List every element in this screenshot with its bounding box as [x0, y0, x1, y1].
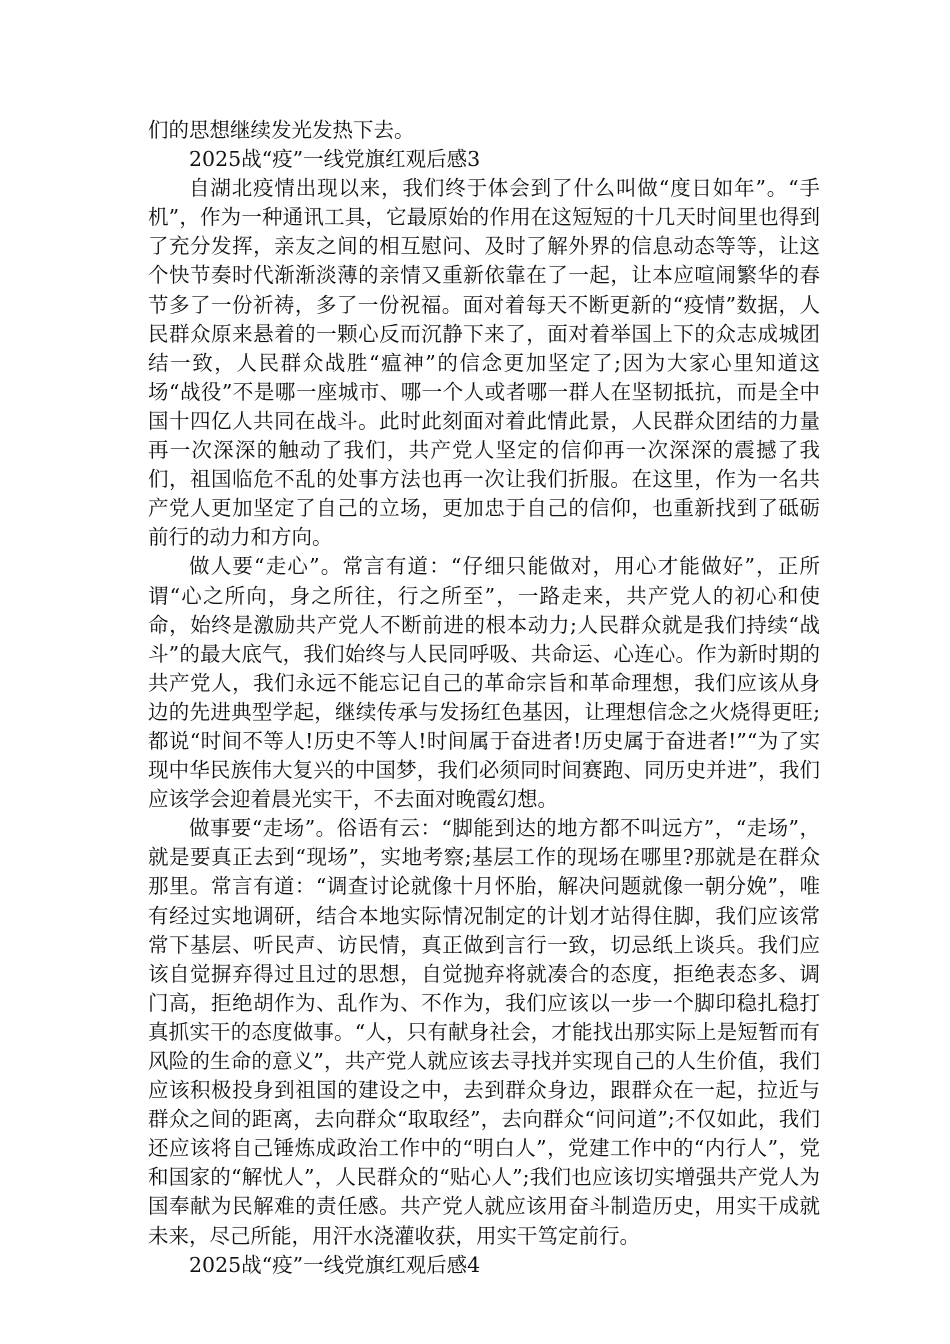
paragraph-body-1: 自湖北疫情出现以来，我们终于体会到了什么叫做“度日如年”。“手机”，作为一种通讯工具，它最原始的作用在这短短的十几天时间里也得到了充分发挥，亲友之间的相互慰问、及时了解外界的信息动态等等，让这个快节奏时代渐渐淡薄的亲情又重新依靠在了一起，让本应喧闹繁华的春节多了一份祈祷，多了一份祝福。面对着每天不断更新的“疫情”数据，人民群众原来悬着的一颗心反而沉静下来了，面对着举国上下的众志成城团结一致，人民群众战胜“瘟神”的信念更加坚定了;因为大家心里知道这场“战役”不是哪一座城市、哪一个人或者哪一群人在坚韧抵抗，而是全中国十四亿人共同在战斗。此时此刻面对着此情此景，人民群众团结的力量再一次深深的触动了我们，共产党人坚定的信仰再一次深深的震撼了我们，祖国临危不乱的处事方法也再一次让我们折服。在这里，作为一名共产党人更加坚定了自己的立场，更加忠于自己的信仰，也重新找到了砥砺前行的动力和方向。	[148, 176, 820, 550]
paragraph-continued: 们的思想继续发光发热下去。	[148, 118, 415, 142]
paragraph-body-2: 做人要“走心”。常言有道：“仔细只能做对，用心才能做好”，正所谓“心之所向，身之所往，行之所至”，一路走来，共产党人的初心和使命，始终是激励共产党人不断前进的根本动力;人民群众就是我们持续“战斗”的最大底气，我们始终与人民同呼吸、共命运、心连心。作为新时期的共产党人，我们永远不能忘记自己的革命宗旨和革命理想，我们应该从身边的先进典型学起，继续传承与发扬红色基因，让理想信念之火烧得更旺;都说“时间不等人!历史不等人!时间属于奋进者!历史属于奋进者!”“为了实现中华民族伟大复兴的中国梦，我们必须同时间赛跑、同历史并进”，我们应该学会迎着晨光实干，不去面对晚霞幻想。	[148, 554, 820, 812]
document-body	[148, 116, 820, 1280]
section-heading-3: 2025战“疫”一线党旗红观后感3	[189, 147, 481, 172]
section-heading-4: 2025战“疫”一线党旗红观后感4	[189, 1252, 481, 1277]
paragraph-body-3: 做事要“走场”。俗语有云：“脚能到达的地方都不叫远方”，“走场”，就是要真正去到“现场”，实地考察;基层工作的现场在哪里?那就是在群众那里。常言有道：“调查讨论就像十月怀胎，解决问题就像一朝分娩”，唯有经过实地调研，结合本地实际情况制定的计划才站得住脚，我们应该常常下基层、听民声、访民情，真正做到言行一致，切忌纸上谈兵。我们应该自觉摒弃得过且过的思想，自觉抛弃将就凑合的态度，拒绝表态多、调门高，拒绝胡作为、乱作为、不作为，我们应该以一步一个脚印稳扎稳打真抓实干的态度做事。“人，只有献身社会，才能找出那实际上是短暂而有风险的生命的意义”，共产党人就应该去寻找并实现自己的人生价值，我们应该积极投身到祖国的建设之中，去到群众身边，跟群众在一起，拉近与群众之间的距离，去向群众“取取经”，去向群众“问问道”;不仅如此，我们还应该将自己锤炼成政治工作中的“明白人”，党建工作中的“内行人”，党和国家的“解忧人”，人民群众的“贴心人”;我们也应该切实增强共产党人为国奉献为民解难的责任感。共产党人就应该用奋斗制造历史，用实干成就未来，尽己所能，用汗水浇灌收获，用实干笃定前行。	[148, 816, 820, 1248]
